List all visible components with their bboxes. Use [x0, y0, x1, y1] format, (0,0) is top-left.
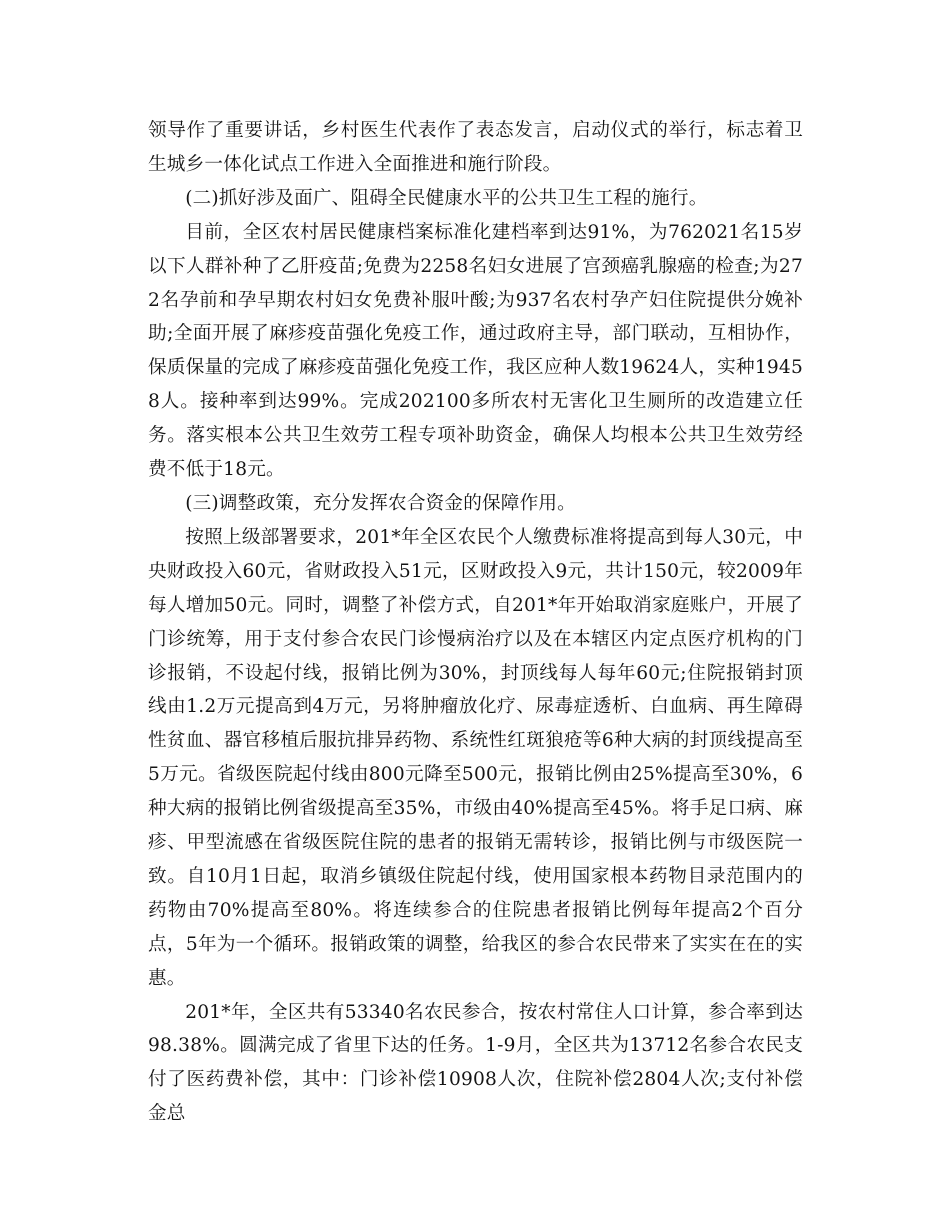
paragraph-policy-adjustment: 按照上级部署要求，201*年全区农民个人缴费标准将提高到每人30元，中央财政投入60元，省财政投入51元，区财政投入9元，共计150元，较2009年每人增加50元。同时，调整了补偿方式，自201*年开始取消家庭账户，开展了门诊统筹，用于支付参合农民门诊慢病治疗以及在本辖区内定点医疗机构的门诊报销，不设起付线，报销比例为30%，封顶线每人每年60元;住院报销封顶线由1.2万元提高到4万元，另将肿瘤放化疗、尿毒症透析、白血病、再生障碍性贫血、器官移植后服抗排异药物、系统性红斑狼疮等6种大病的封顶线提高至5万元。省级医院起付线由800元降至500元，报销比例由25%提高至30%，6种大病的报销比例省级提高至35%，市级由40%提高至45%。将手足口病、麻疹、甲型流感在省级医院住院的患者的报销无需转诊，报销比例与市级医院一致。自10月1日起，取消乡镇级住院起付线，使用国家根本药物目录范围内的药物由70%提高至80%。将连续参合的住院患者报销比例每年提高2个百分点，5年为一个循环。报销政策的调整，给我区的参合农民带来了实实在在的实惠。	[148, 526, 803, 989]
document-body	[148, 114, 803, 1131]
section-heading-2: (二)抓好涉及面广、阻碍全民健康水平的公共卫生工程的施行。	[185, 187, 708, 209]
paragraph-participation: 201*年，全区共有53340名农民参合，按农村常住人口计算，参合率到达98.38%。圆满完成了省里下达的任务。1-9月，全区共为13712名参合农民支付了医药费补偿，其中：门诊补偿10908人次，住院补偿2804人次;支付补偿金总	[148, 1001, 803, 1125]
paragraph-public-health: 目前，全区农村居民健康档案标准化建档率到达91%，为762021名15岁以下人群补种了乙肝疫苗;免费为2258名妇女进展了宫颈癌乳腺癌的检查;为272名孕前和孕早期农村妇女免费补服叶酸;为937名农村孕产妇住院提供分娩补助;全面开展了麻疹疫苗强化免疫工作，通过政府主导，部门联动，互相协作，保质保量的完成了麻疹疫苗强化免疫工作，我区应种人数19624人，实种19458人。接种率到达99%。完成202100多所农村无害化卫生厕所的改造建立任务。落实根本公共卫生效劳工程专项补助资金，确保人均根本公共卫生效劳经费不低于18元。	[148, 221, 803, 481]
section-heading-3: (三)调整政策，充分发挥农合资金的保障作用。	[185, 492, 576, 514]
paragraph-continuation: 领导作了重要讲话，乡村医生代表作了表态发言，启动仪式的举行，标志着卫生城乡一体化试点工作进入全面推进和施行阶段。	[148, 120, 803, 175]
